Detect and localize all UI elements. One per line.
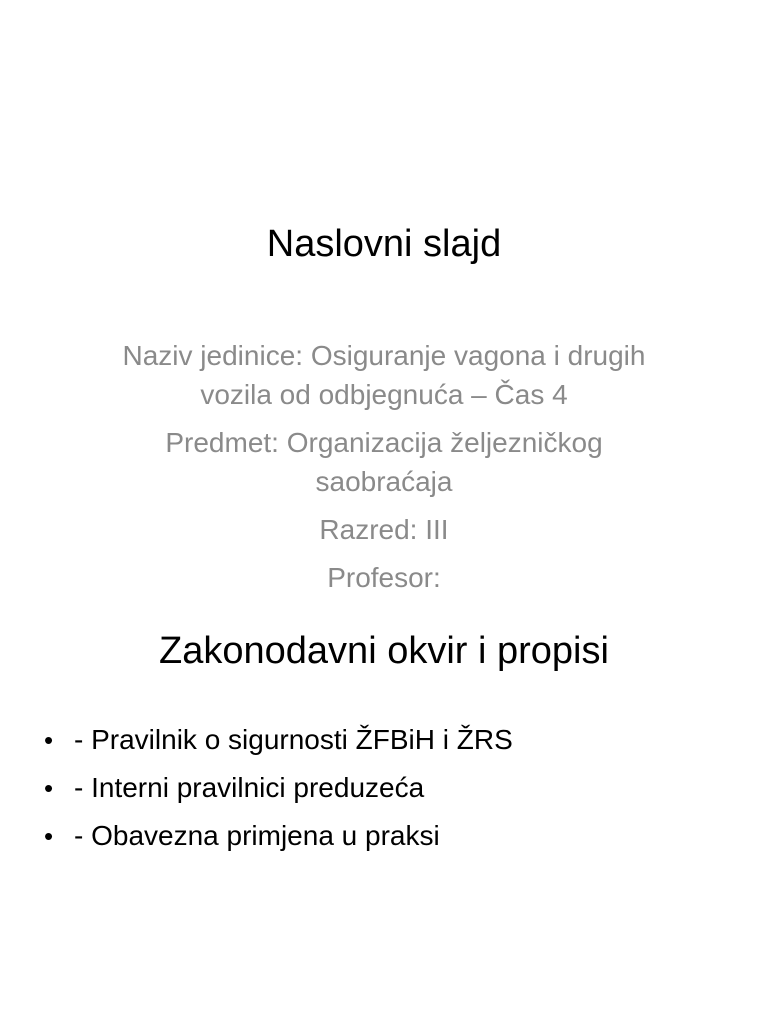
bullet-text: - Obavezna primjena u praksi	[74, 820, 440, 851]
content-slide	[0, 576, 768, 1024]
bullet-icon: •	[44, 725, 54, 755]
subtitle-grade: Razred: III	[319, 514, 449, 545]
list-item	[38, 764, 728, 812]
bullet-icon: •	[44, 773, 54, 803]
slide-subtitle	[120, 336, 648, 606]
bullet-text: - Interni pravilnici preduzeća	[74, 772, 425, 803]
list-item	[38, 812, 728, 860]
subtitle-professor: Profesor:	[327, 562, 441, 593]
bullet-icon: •	[44, 821, 54, 851]
bullet-list	[38, 716, 728, 860]
list-item	[38, 716, 728, 764]
subtitle-subject: Predmet: Organizacija željezničkog saobraćaja	[165, 427, 603, 497]
slide-title: Zakonodavni okvir i propisi	[159, 630, 609, 672]
subtitle-unit-name: Naziv jedinice: Osiguranje vagona i drugih vozila od odbjegnuća – Čas 4	[122, 340, 646, 410]
bullet-text: - Pravilnik o sigurnosti ŽFBiH i ŽRS	[74, 724, 513, 755]
slide-title: Naslovni slajd	[266, 223, 502, 265]
